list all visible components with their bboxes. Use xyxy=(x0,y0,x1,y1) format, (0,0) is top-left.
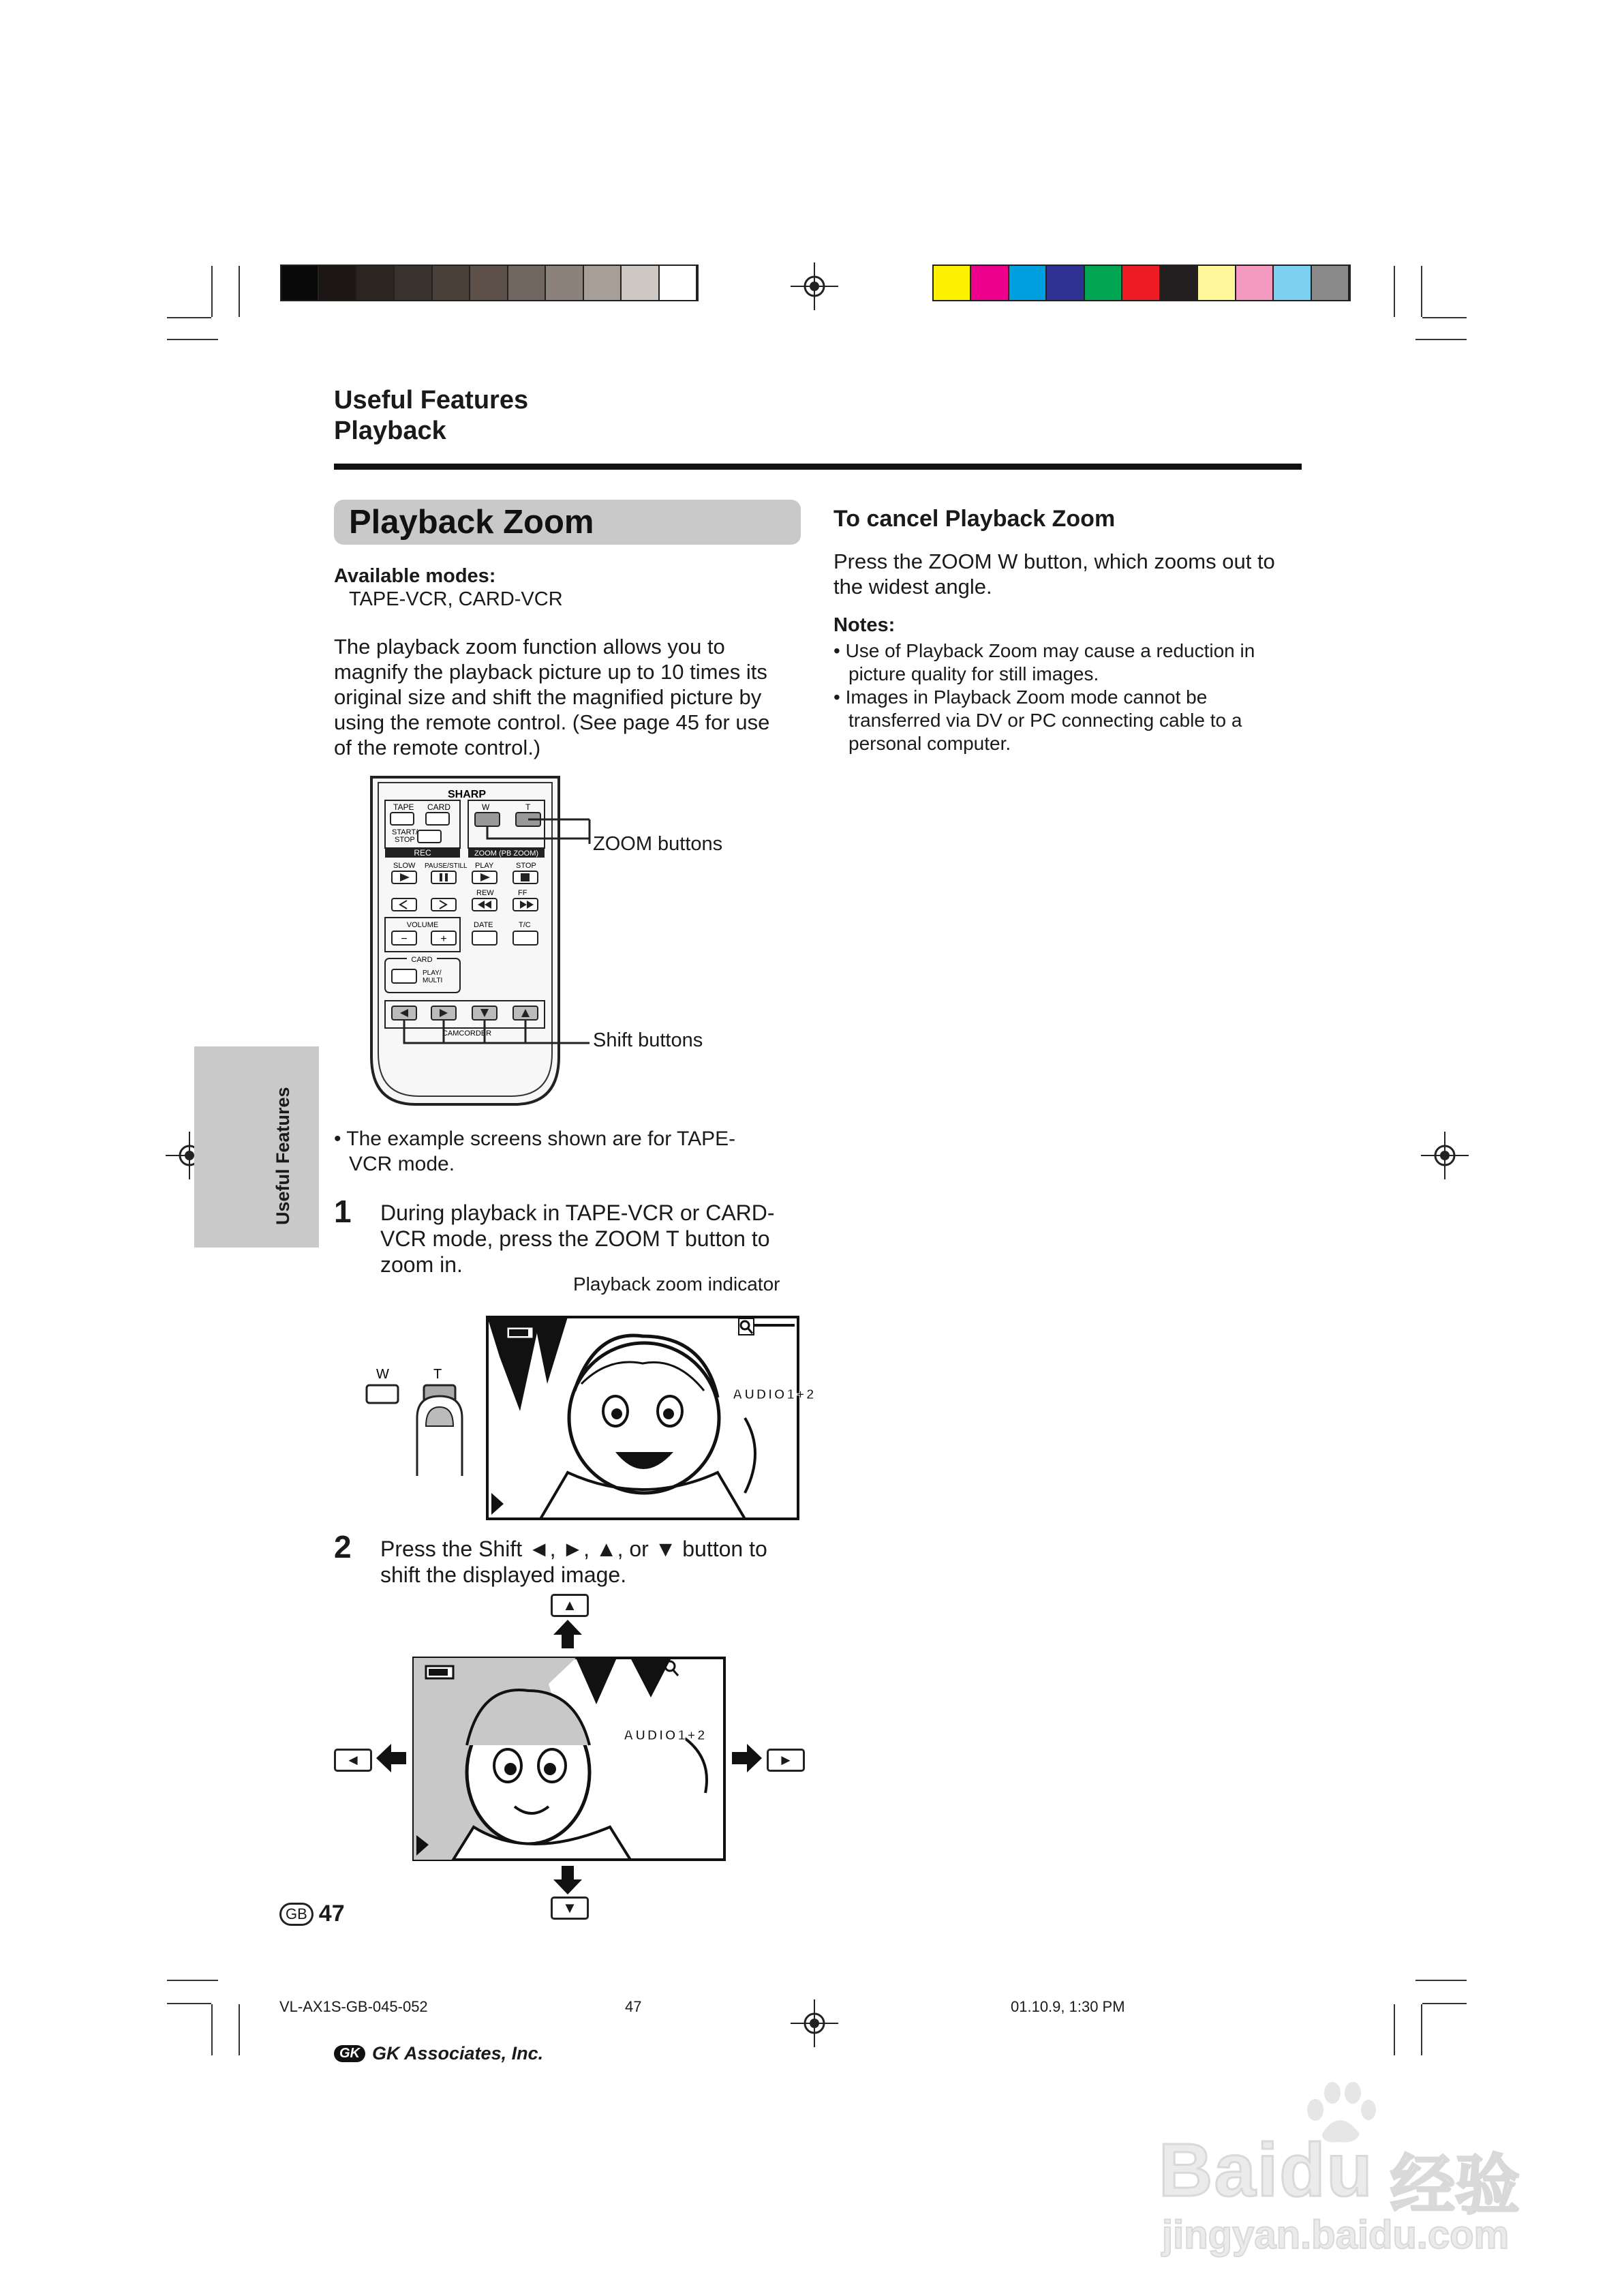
label-start-stop-2: STOP xyxy=(395,836,415,844)
step-1-line: VCR mode, press the ZOOM T button to xyxy=(380,1226,770,1251)
side-tab xyxy=(194,1046,319,1248)
color-swatch xyxy=(1312,266,1349,300)
callout-zoom-buttons: ZOOM buttons xyxy=(593,833,723,855)
zoom-w-key[interactable] xyxy=(367,1385,398,1403)
watermark-brand: Bai xyxy=(1159,2128,1280,2212)
subsection-title: Playback xyxy=(334,417,446,445)
date-button[interactable] xyxy=(472,931,497,945)
note-line: • Use of Playback Zoom may cause a reduction in xyxy=(833,640,1255,661)
label-t: T xyxy=(525,802,531,812)
header-rule xyxy=(334,464,1302,470)
footer-page: 47 xyxy=(625,1998,642,2015)
note-line: personal computer. xyxy=(848,733,1011,754)
footer-doc-id: VL-AX1S-GB-045-052 xyxy=(279,1998,428,2015)
page-number xyxy=(279,1901,345,1927)
arrow-right-key[interactable]: ► xyxy=(767,1749,805,1772)
intro-line: of the remote control.) xyxy=(334,736,541,759)
label-play-multi-2: MULTI xyxy=(423,977,443,984)
color-calibration-bar xyxy=(932,265,1351,301)
zoom-w-button[interactable] xyxy=(475,813,500,826)
playback-screen-shifted xyxy=(412,1657,726,1861)
gray-swatch xyxy=(508,266,546,300)
label-rew: REW xyxy=(476,889,494,897)
tc-button[interactable] xyxy=(513,931,538,945)
notes-list xyxy=(833,639,1255,755)
color-swatch xyxy=(1009,266,1047,300)
step-2-line: Press the Shift ◄, ►, ▲, or ▼ button to xyxy=(380,1537,767,1561)
label-play: PLAY xyxy=(475,862,494,870)
color-swatch xyxy=(1236,266,1274,300)
gray-swatch xyxy=(546,266,583,300)
side-tab-label: Useful Features xyxy=(273,1087,293,1225)
baidu-watermark xyxy=(1159,2079,1595,2256)
available-modes-label: Available modes: xyxy=(334,565,496,587)
note-line: transferred via DV or PC connecting cable to a xyxy=(848,710,1242,731)
label-start-stop: START/ xyxy=(392,828,418,836)
watermark-brand2: du xyxy=(1279,2128,1374,2212)
color-swatch xyxy=(1085,266,1122,300)
arrow-down-key[interactable]: ▼ xyxy=(551,1897,589,1920)
gray-swatch xyxy=(433,266,470,300)
arrow-down-icon xyxy=(552,1864,583,1896)
label-ff: FF xyxy=(518,889,527,897)
example-note-line: • The example screens shown are for TAPE- xyxy=(334,1128,736,1150)
arrow-up-key[interactable]: ▲ xyxy=(551,1594,589,1617)
available-modes xyxy=(334,564,563,611)
step-2-line: shift the displayed image. xyxy=(380,1562,627,1587)
step-1-text xyxy=(380,1200,775,1278)
section-title: Useful Features xyxy=(334,386,529,414)
arrow-left-key[interactable]: ◄ xyxy=(334,1749,372,1772)
screen-1-audio: AUDIO1+2 xyxy=(733,1387,816,1402)
step-2-number: 2 xyxy=(334,1529,352,1565)
gray-swatch xyxy=(584,266,622,300)
registration-mark-top xyxy=(791,262,838,310)
color-swatch xyxy=(1274,266,1311,300)
step-1-number: 1 xyxy=(334,1194,352,1229)
region-badge: GB xyxy=(279,1903,313,1926)
color-swatch xyxy=(971,266,1009,300)
step-1-line: zoom in. xyxy=(380,1252,463,1277)
publisher-name: GK Associates, Inc. xyxy=(372,2043,544,2064)
publisher xyxy=(334,2043,543,2064)
plus-glyph: + xyxy=(440,933,447,945)
registration-mark-bottom xyxy=(791,1999,838,2047)
pause-button[interactable] xyxy=(431,871,456,883)
section-header xyxy=(334,385,528,447)
color-swatch xyxy=(1122,266,1160,300)
example-note-line: VCR mode. xyxy=(349,1153,455,1175)
card-button[interactable] xyxy=(426,813,449,825)
page-title: Playback Zoom xyxy=(349,504,594,541)
label-slow: SLOW xyxy=(393,862,416,870)
intro-line: original size and shift the magnified picture by xyxy=(334,685,762,709)
frame-back-button[interactable] xyxy=(392,898,416,911)
label-w: W xyxy=(482,802,490,812)
publisher-logo: GK xyxy=(334,2045,365,2062)
note-line: • Images in Playback Zoom mode cannot be xyxy=(833,686,1208,708)
step-2-text xyxy=(380,1536,767,1588)
minus-glyph: − xyxy=(401,933,408,945)
card-play-button[interactable] xyxy=(392,969,416,983)
cancel-body xyxy=(833,549,1275,599)
color-swatch xyxy=(1047,266,1084,300)
wt-buttons-finger xyxy=(361,1363,470,1479)
color-swatch xyxy=(934,266,971,300)
color-swatch xyxy=(1161,266,1198,300)
label-zoom-pb: ZOOM (PB ZOOM) xyxy=(474,849,539,858)
frame-fwd-button[interactable] xyxy=(431,898,456,911)
tape-button[interactable] xyxy=(391,813,414,825)
label-volume: VOLUME xyxy=(406,921,439,929)
step-1-line: During playback in TAPE-VCR or CARD- xyxy=(380,1200,775,1225)
remote-control-illustration xyxy=(365,770,726,1111)
footer-date: 01.10.9, 1:30 PM xyxy=(1011,1998,1125,2015)
playback-screen-zoom-in xyxy=(486,1316,816,1520)
t-label: T xyxy=(433,1367,442,1382)
playback-zoom-indicator-label: Playback zoom indicator xyxy=(573,1273,780,1295)
callout-shift-buttons: Shift buttons xyxy=(593,1029,703,1051)
label-date: DATE xyxy=(474,921,493,929)
label-play-multi: PLAY/ xyxy=(423,969,442,977)
note-line: picture quality for still images. xyxy=(848,663,1099,684)
intro-line: magnify the playback picture up to 10 times its xyxy=(334,660,767,684)
label-tc: T/C xyxy=(519,921,531,929)
intro-line: using the remote control. (See page 45 for use xyxy=(334,710,770,734)
gray-swatch xyxy=(281,266,319,300)
label-card: CARD xyxy=(427,802,451,812)
arrow-left-icon xyxy=(375,1742,408,1774)
gray-swatch xyxy=(395,266,432,300)
w-label: W xyxy=(376,1367,389,1382)
watermark-url: jingyan.baidu.com xyxy=(1162,2213,1510,2257)
gray-swatch xyxy=(319,266,356,300)
remote-brand: SHARP xyxy=(447,789,487,800)
arrow-right-icon xyxy=(731,1742,763,1774)
gray-swatch xyxy=(470,266,508,300)
screen-2-audio: AUDIO1+2 xyxy=(624,1728,707,1743)
page-number-value: 47 xyxy=(318,1901,345,1927)
watermark-cn: 经验 xyxy=(1390,2149,1520,2222)
registration-mark-right xyxy=(1421,1132,1469,1179)
gray-swatch xyxy=(660,266,697,300)
intro-paragraph xyxy=(334,634,811,760)
gray-calibration-bar xyxy=(280,265,699,301)
cancel-body-line: the widest angle. xyxy=(833,575,992,599)
gray-swatch xyxy=(357,266,395,300)
example-note xyxy=(334,1126,735,1177)
label-card-section: CARD xyxy=(411,956,433,964)
start-stop-button[interactable] xyxy=(418,830,441,843)
label-tape: TAPE xyxy=(393,802,414,812)
gray-swatch xyxy=(622,266,659,300)
label-rec: REC xyxy=(414,848,431,858)
page-title-bar xyxy=(334,500,801,545)
notes-label: Notes: xyxy=(833,614,896,636)
cancel-heading: To cancel Playback Zoom xyxy=(833,506,1116,532)
label-camcorder: CAMCORDER xyxy=(442,1029,492,1038)
label-pause: PAUSE/STILL xyxy=(425,862,468,870)
color-swatch xyxy=(1198,266,1236,300)
arrow-up-icon xyxy=(552,1618,583,1650)
cancel-body-line: Press the ZOOM W button, which zooms out to xyxy=(833,549,1275,573)
label-stop: STOP xyxy=(516,862,536,870)
intro-line: The playback zoom function allows you to xyxy=(334,635,725,659)
available-modes-value: TAPE-VCR, CARD-VCR xyxy=(349,588,563,610)
